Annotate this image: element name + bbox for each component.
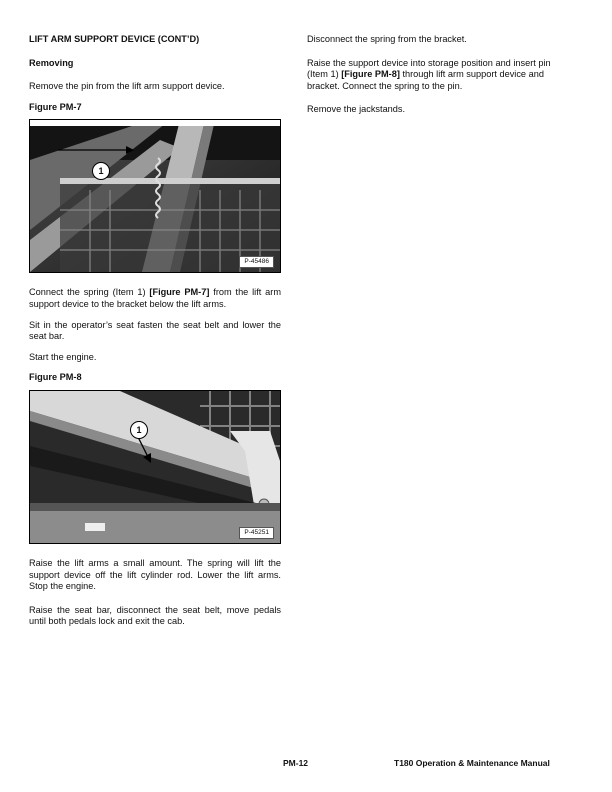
photo-id-label: P-45486 bbox=[239, 256, 274, 268]
text-span: Connect the spring (Item 1) bbox=[29, 287, 150, 298]
text-span: through lift arm support device and bracket. Connect the spring to the pin. bbox=[307, 69, 544, 91]
photo-support-device bbox=[30, 391, 280, 543]
paragraph-connect-spring bbox=[29, 287, 281, 310]
figure-reference: [Figure PM-8] bbox=[341, 69, 400, 80]
figure-pm8-photo bbox=[29, 390, 281, 544]
paragraph-raise-seat-bar: Raise the seat bar, disconnect the seat belt, move pedals until both pedals lock and exit the cab. bbox=[29, 604, 281, 627]
callout-item-1: 1 bbox=[92, 162, 110, 180]
paragraph-disconnect-spring: Disconnect the spring from the bracket. bbox=[307, 34, 467, 44]
paragraph-raise-lift-arms: Raise the lift arms a small amount. The spring will lift the support device off the lift cylinder rod. Lower the lift arms. Stop the engine. bbox=[29, 557, 281, 592]
paragraph-sit-seat: Sit in the operator’s seat fasten the seat belt and lower the seat bar. bbox=[29, 319, 281, 342]
page-number: PM-12 bbox=[283, 758, 309, 768]
subheading-removing: Removing bbox=[29, 57, 74, 68]
paragraph-storage-position bbox=[307, 58, 559, 93]
left-column bbox=[29, 34, 281, 637]
section-heading: LIFT ARM SUPPORT DEVICE (CONT’D) bbox=[29, 34, 200, 44]
figure-pm8-title: Figure PM-8 bbox=[29, 372, 82, 383]
figure-reference: [Figure PM-7] bbox=[149, 287, 210, 298]
text-span: Raise the support device into storage position and insert pin (Item 1) bbox=[307, 57, 551, 80]
photo-id-label: P-45251 bbox=[239, 527, 274, 539]
figure-pm7-title: Figure PM-7 bbox=[29, 101, 82, 112]
paragraph-remove-jackstands: Remove the jackstands. bbox=[307, 104, 406, 115]
right-column bbox=[307, 34, 559, 125]
callout-item-1: 1 bbox=[130, 421, 148, 439]
paragraph-remove-pin: Remove the pin from the lift arm support device. bbox=[29, 81, 225, 92]
figure-pm7-photo bbox=[29, 119, 281, 273]
text-span: from the lift arm support device to the bracket below the lift arms. bbox=[29, 287, 282, 309]
manual-title: T180 Operation & Maintenance Manual bbox=[394, 758, 550, 768]
paragraph-start-engine: Start the engine. bbox=[29, 351, 97, 362]
photo-lift-arm-spring bbox=[30, 120, 280, 272]
